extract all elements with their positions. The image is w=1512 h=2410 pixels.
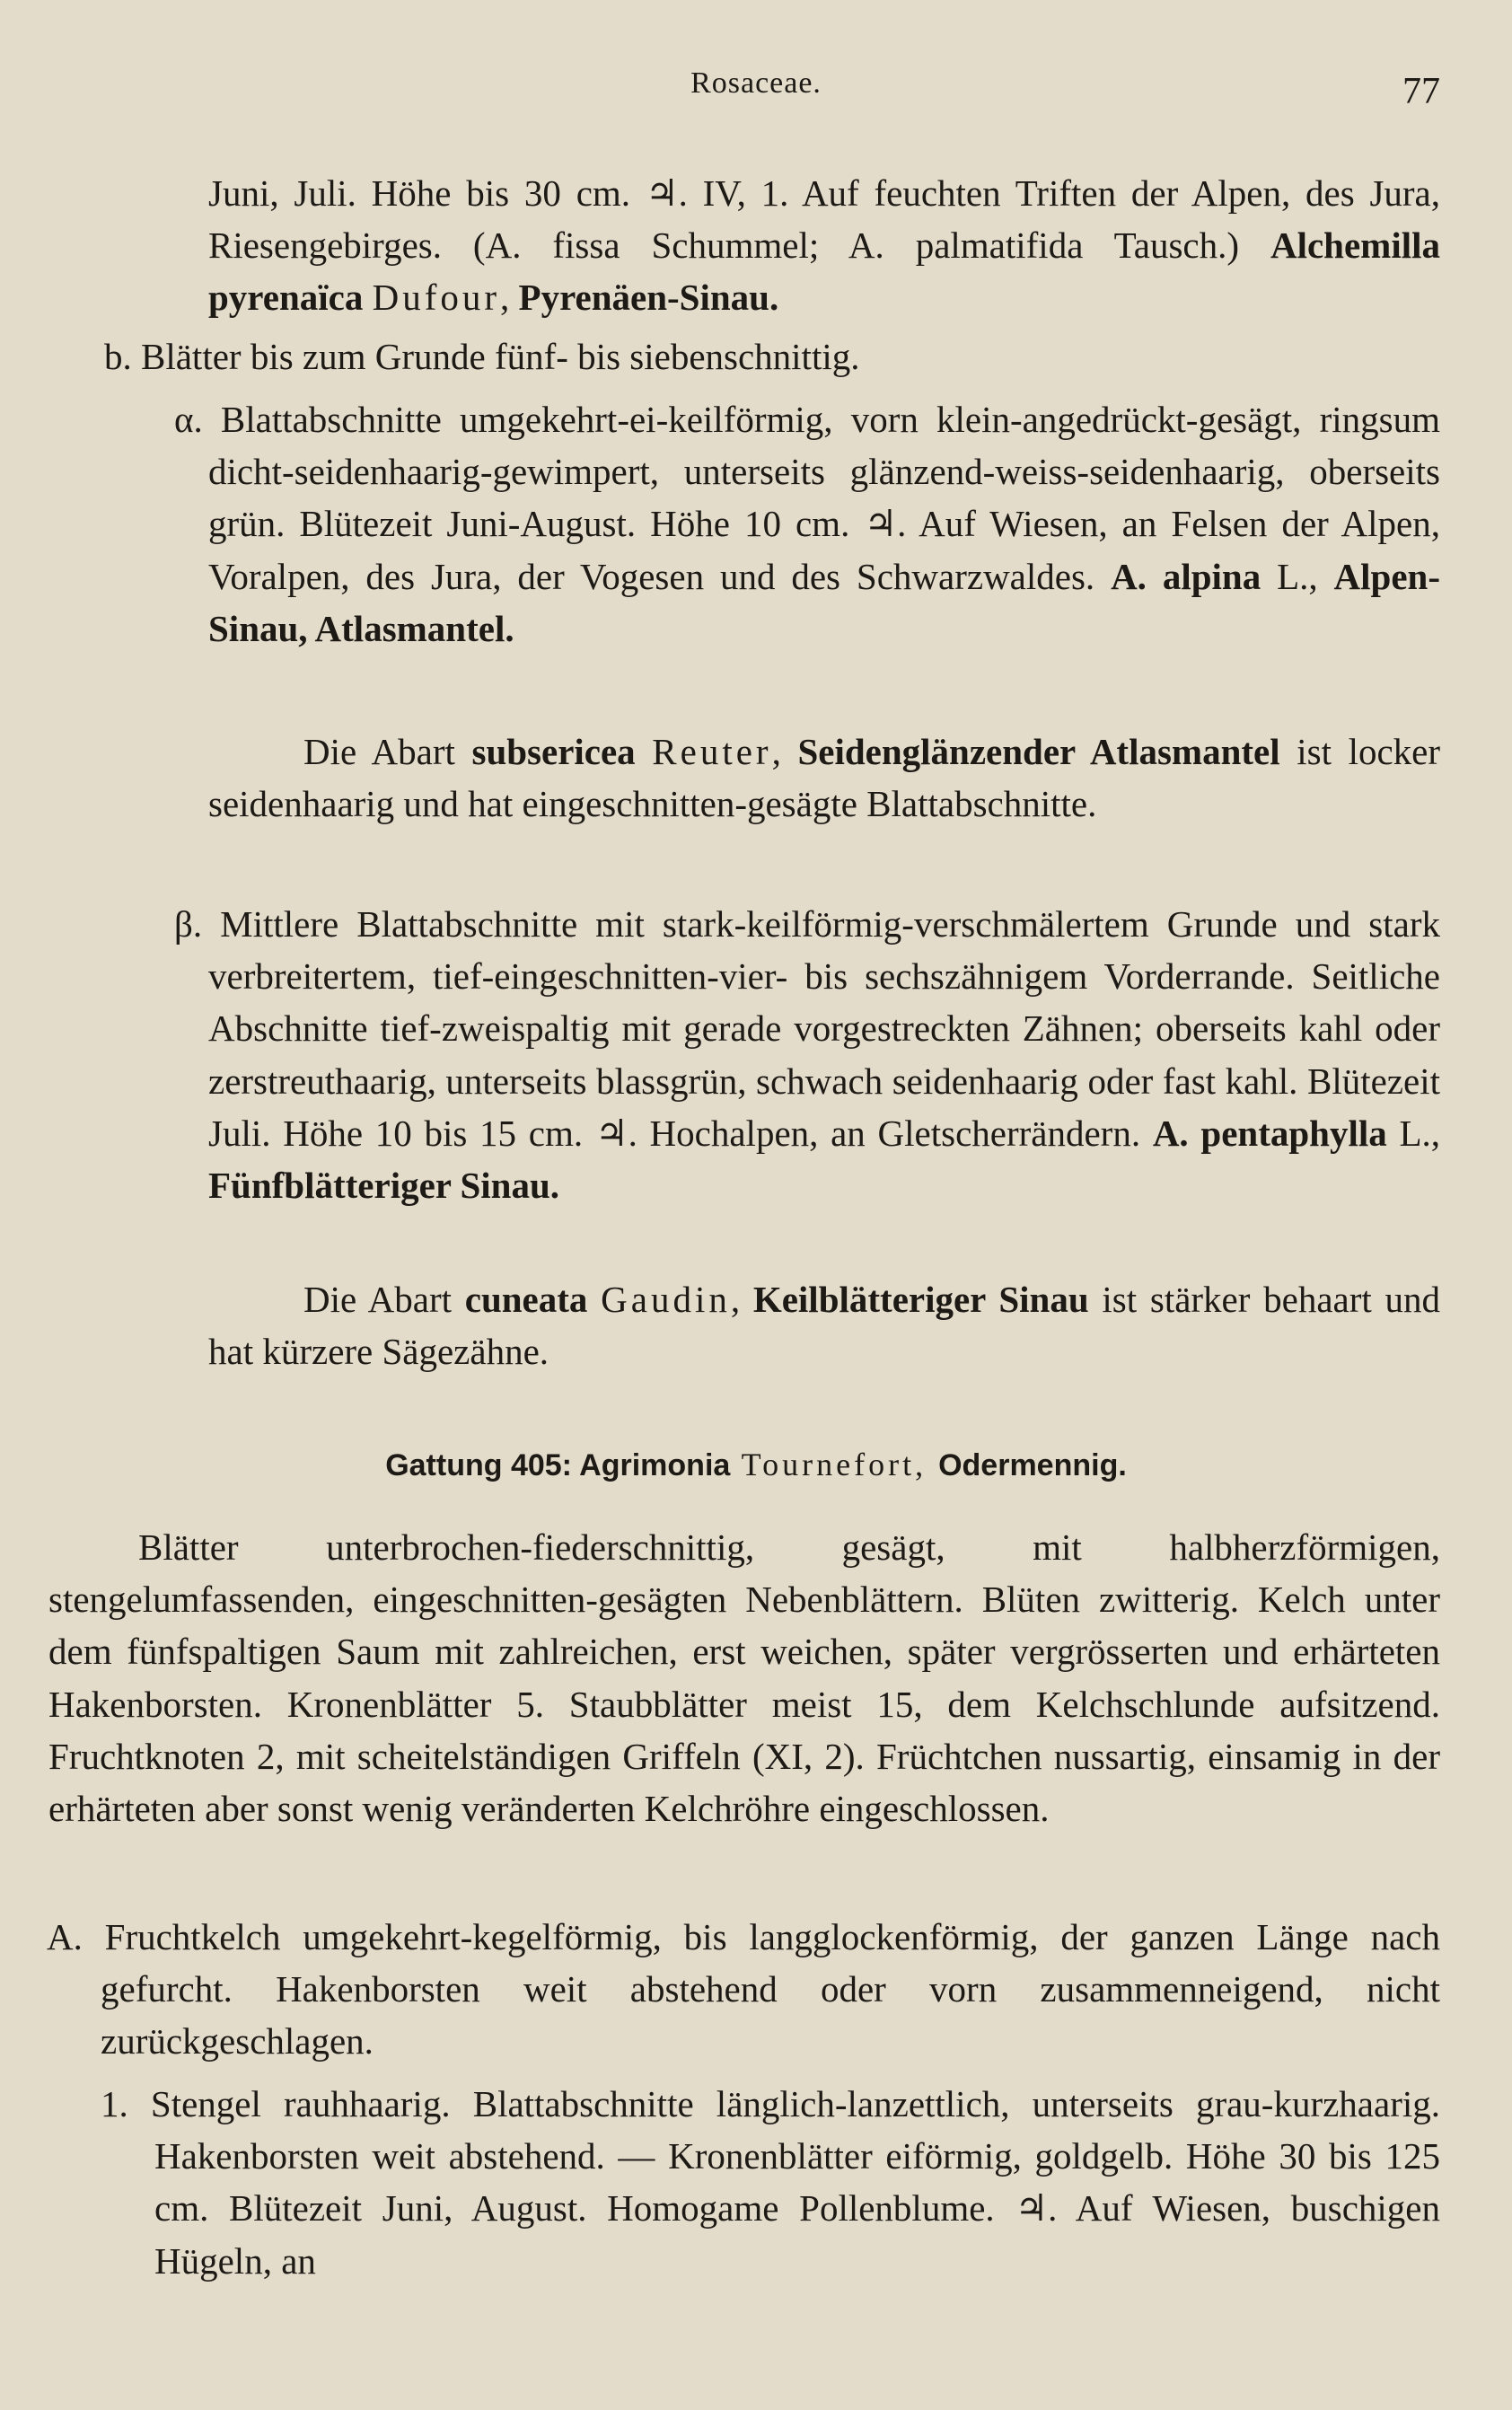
- species-name: A. pentaphylla: [1152, 1112, 1387, 1154]
- text-run: [587, 1279, 601, 1320]
- species-name: A. alpina: [1111, 555, 1261, 597]
- text-run: ,: [730, 1279, 753, 1320]
- common-name: Alpen-Sinau, Atlasmantel.: [208, 555, 1441, 649]
- paragraph-A: A. Fruchtkelch umgekehrt-kegelförmig, bis langglockenförmig, der ganzen Länge nach gefurcht. Hakenborsten weit abstehend oder vorn zusammenneigend, nicht zurückgeschlagen.: [47, 1916, 1440, 2063]
- page-number: 77: [1402, 71, 1440, 112]
- author-name: Dufour: [372, 277, 501, 319]
- common-name: Keilblätteriger Sinau: [752, 1279, 1089, 1320]
- author-name: Reuter: [652, 731, 772, 772]
- genus-common-name: Odermennig.: [938, 1448, 1127, 1482]
- text-run: L.,: [1261, 555, 1334, 597]
- author-name: Tournefort,: [730, 1447, 939, 1482]
- common-name: Seidenglänzender Atlasmantel: [797, 731, 1280, 772]
- text-run: ist stärker behaart und hat kürzere Sägezähne.: [208, 1279, 1440, 1373]
- text-run: Juni, Juli. Höhe bis 30 cm. ♃. IV, 1. Auf feuchten Triften der Alpen, des Jura, Riesengebirges. (A. fissa Schummel; A. palmatifida Tausch.): [208, 172, 1440, 267]
- text-run: ,: [771, 731, 798, 772]
- text-run: [636, 731, 653, 772]
- species-name: Alchemilla pyrenaïca: [208, 224, 1440, 319]
- common-name: Pyrenäen-Sinau.: [518, 277, 779, 319]
- genus-heading: [0, 1446, 1512, 1483]
- paragraph-cuneata: [208, 1273, 1440, 1377]
- text-run: L.,: [1386, 1112, 1441, 1154]
- genus-title: Gattung 405: Agrimonia: [385, 1448, 731, 1482]
- text-run: α. Blattabschnitte umgekehrt-ei-keilförmig, vorn klein-angedrückt-gesägt, ringsum dicht-seidenhaarig-gewimpert, unterseits glänzend-weiss-seidenhaarig, oberseits grün. Blütezeit Juni-August. Höhe 10 cm. ♃. Auf Wiesen, an Felsen der Alpen, Voralpen, des Jura, der Vogesen und des Schwarzwaldes.: [174, 399, 1440, 597]
- paragraph-subsericea: [208, 726, 1440, 830]
- paragraph-1: 1. Stengel rauhhaarig. Blattabschnitte länglich-lanzettlich, unterseits grau-kurzhaarig. Hakenborsten weit abstehend. — Kronenblätter eiförmig, goldgelb. Höhe 30 bis 125 cm. Blütezeit Juni, August. Homogame Pollenblume. ♃. Auf Wiesen, buschigen Hügeln, an: [101, 2083, 1440, 2282]
- author-name: Gaudin: [601, 1279, 731, 1320]
- text-run: ,: [500, 277, 519, 319]
- text-run: Die Abart: [303, 1279, 465, 1320]
- variety-name: subsericea: [471, 731, 636, 772]
- text-run: [363, 277, 372, 318]
- text-run: Die Abart: [303, 731, 472, 772]
- paragraph-b: b. Blätter bis zum Grunde fünf- bis siebenschnittig.: [104, 336, 860, 377]
- text-run: ist locker seidenhaarig und hat eingeschnitten-gesägte Blattabschnitte.: [208, 731, 1441, 825]
- common-name: Fünfblätteriger Sinau.: [208, 1165, 560, 1207]
- text-run: β. Mittlere Blattabschnitte mit stark-keilförmig-verschmälertem Grunde und stark verbreitertem, tief-eingeschnitten-vier- bis sechszähnigem Vorderrande. Seitliche Abschnitte tief-zweispaltig mit gerade vorgestreckten Zähnen; oberseits kahl oder zerstreuthaarig, unterseits blassgrün, schwach seidenhaarig oder fast kahl. Blütezeit Juli. Höhe 10 bis 15 cm. ♃. Hochalpen, an Gletscherrändern.: [174, 903, 1440, 1154]
- running-head: Rosaceae.: [690, 66, 822, 100]
- paragraph-genus-description: Blätter unterbrochen-fiederschnittig, gesägt, mit halbherzförmigen, stengelumfassenden, eingeschnitten-gesägten Nebenblättern. Blüten zwitterig. Kelch unter dem fünfspaltigen Saum mit zahlreichen, erst weichen, später vergrösserten und erhärteten Hakenborsten. Kronenblätter 5. Staubblätter meist 15, dem Kelchschlunde aufsitzend. Fruchtknoten 2, mit scheitelständigen Griffeln (XI, 2). Früchtchen nussartig, einsamig in der erhärteten aber sonst wenig veränderten Kelchröhre eingeschlossen.: [48, 1526, 1440, 1830]
- paragraph-alchemilla-pyrenaica: [208, 167, 1440, 324]
- paragraph-alpha: [174, 393, 1441, 655]
- variety-name: cuneata: [464, 1279, 588, 1320]
- paragraph-beta: [174, 898, 1441, 1211]
